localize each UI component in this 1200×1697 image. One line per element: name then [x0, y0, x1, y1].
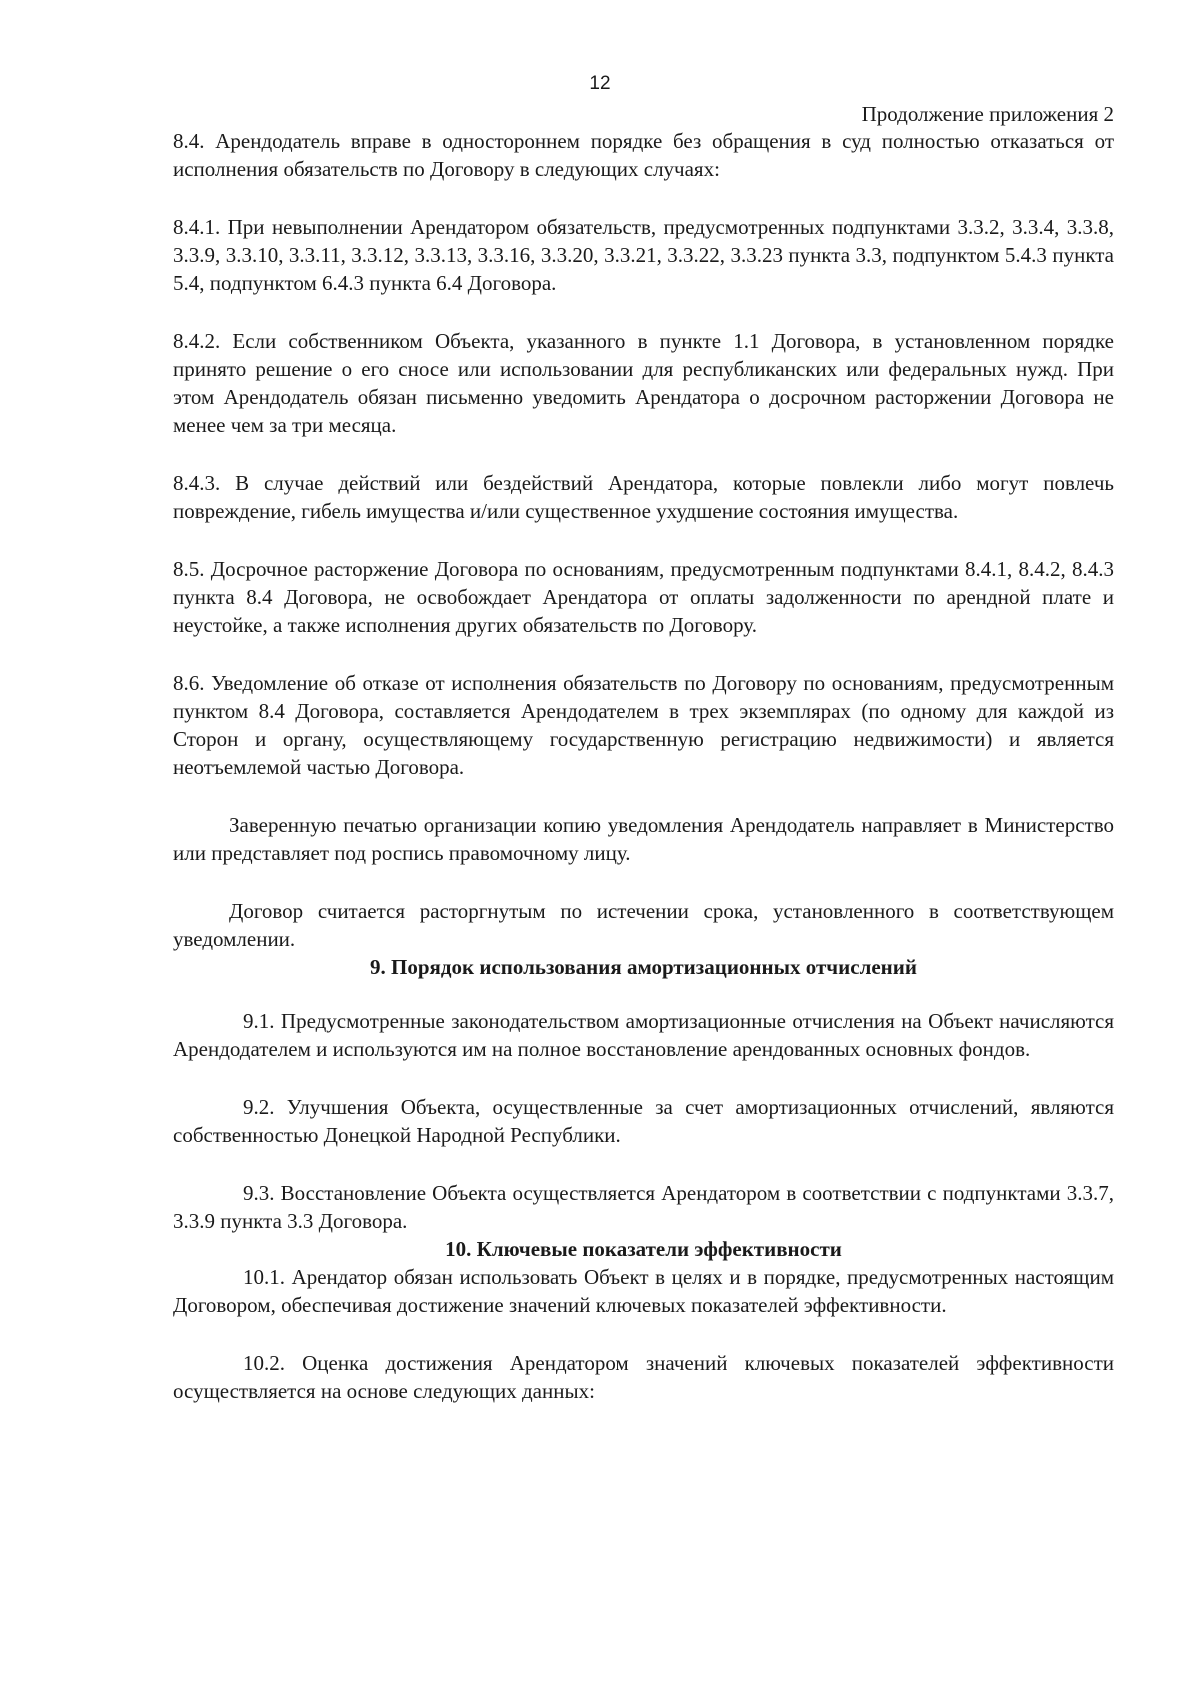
paragraph-8-6: 8.6. Уведомление об отказе от исполнения обязательств по Договору по основаниям, предусмотренным пунктом 8.4 Договора, составляется Арендодателем в трех экземплярах (по одному для каждой из Сторон и органу, осуществляющему государственную регистрацию недвижимости) и является неотъемлемой частью Договора.: [173, 671, 1114, 779]
paragraph-10-2: 10.2. Оценка достижения Арендатором значений ключевых показателей эффективности осуществляется на основе следующих данных:: [173, 1351, 1114, 1403]
paragraph-8-5: 8.5. Досрочное расторжение Договора по основаниям, предусмотренным подпунктами 8.4.1, 8.4.2, 8.4.3 пункта 8.4 Договора, не освобождает Арендатора от оплаты задолженности по арендной плате и неустойке, а также исполнения других обязательств по Договору.: [173, 557, 1114, 637]
appendix-continuation-note: Продолжение приложения 2: [861, 102, 1114, 126]
paragraph-8-4-3: 8.4.3. В случае действий или бездействий Арендатора, которые повлекли либо могут повлечь повреждение, гибель имущества и/или существенное ухудшение состояния имущества.: [173, 471, 1114, 523]
paragraph-8-6-termination: Договор считается расторгнутым по истечении срока, установленного в соответствующем уведомлении.: [173, 899, 1114, 951]
document-body: [173, 127, 1114, 1405]
paragraph-8-4-1: 8.4.1. При невыполнении Арендатором обязательств, предусмотренных подпунктами 3.3.2, 3.3.4, 3.3.8, 3.3.9, 3.3.10, 3.3.11, 3.3.12, 3.3.13, 3.3.16, 3.3.20, 3.3.21, 3.3.22, 3.3.23 пункта 3.3, подпунктом 5.4.3 пункта 5.4, подпунктом 6.4.3 пункта 6.4 Договора.: [173, 215, 1114, 295]
page-number: 12: [589, 73, 611, 94]
paragraph-9-1: 9.1. Предусмотренные законодательством амортизационные отчисления на Объект начисляются Арендодателем и используются им на полное восстановление арендованных основных фондов.: [173, 1009, 1114, 1061]
paragraph-10-1: 10.1. Арендатор обязан использовать Объект в целях и в порядке, предусмотренных настоящим Договором, обеспечивая достижение значений ключевых показателей эффективности.: [173, 1265, 1114, 1317]
paragraph-9-3: 9.3. Восстановление Объекта осуществляется Арендатором в соответствии с подпунктами 3.3.7, 3.3.9 пункта 3.3 Договора.: [173, 1181, 1114, 1233]
section-10-heading: 10. Ключевые показатели эффективности: [445, 1237, 842, 1261]
paragraph-8-4-2: 8.4.2. Если собственником Объекта, указанного в пункте 1.1 Договора, в установленном порядке принято решение о его сносе или использовании для республиканских или федеральных нужд. При этом Арендодатель обязан письменно уведомить Арендатора о досрочном расторжении Договора не менее чем за три месяца.: [173, 329, 1114, 437]
paragraph-8-4: 8.4. Арендодатель вправе в одностороннем порядке без обращения в суд полностью отказаться от исполнения обязательств по Договору в следующих случаях:: [173, 129, 1114, 181]
paragraph-8-6-notice-copy: Заверенную печатью организации копию уведомления Арендодатель направляет в Министерство или представляет под роспись правомочному лицу.: [173, 813, 1114, 865]
section-9-heading: 9. Порядок использования амортизационных отчислений: [370, 955, 917, 979]
paragraph-9-2: 9.2. Улучшения Объекта, осуществленные за счет амортизационных отчислений, являются собственностью Донецкой Народной Республики.: [173, 1095, 1114, 1147]
